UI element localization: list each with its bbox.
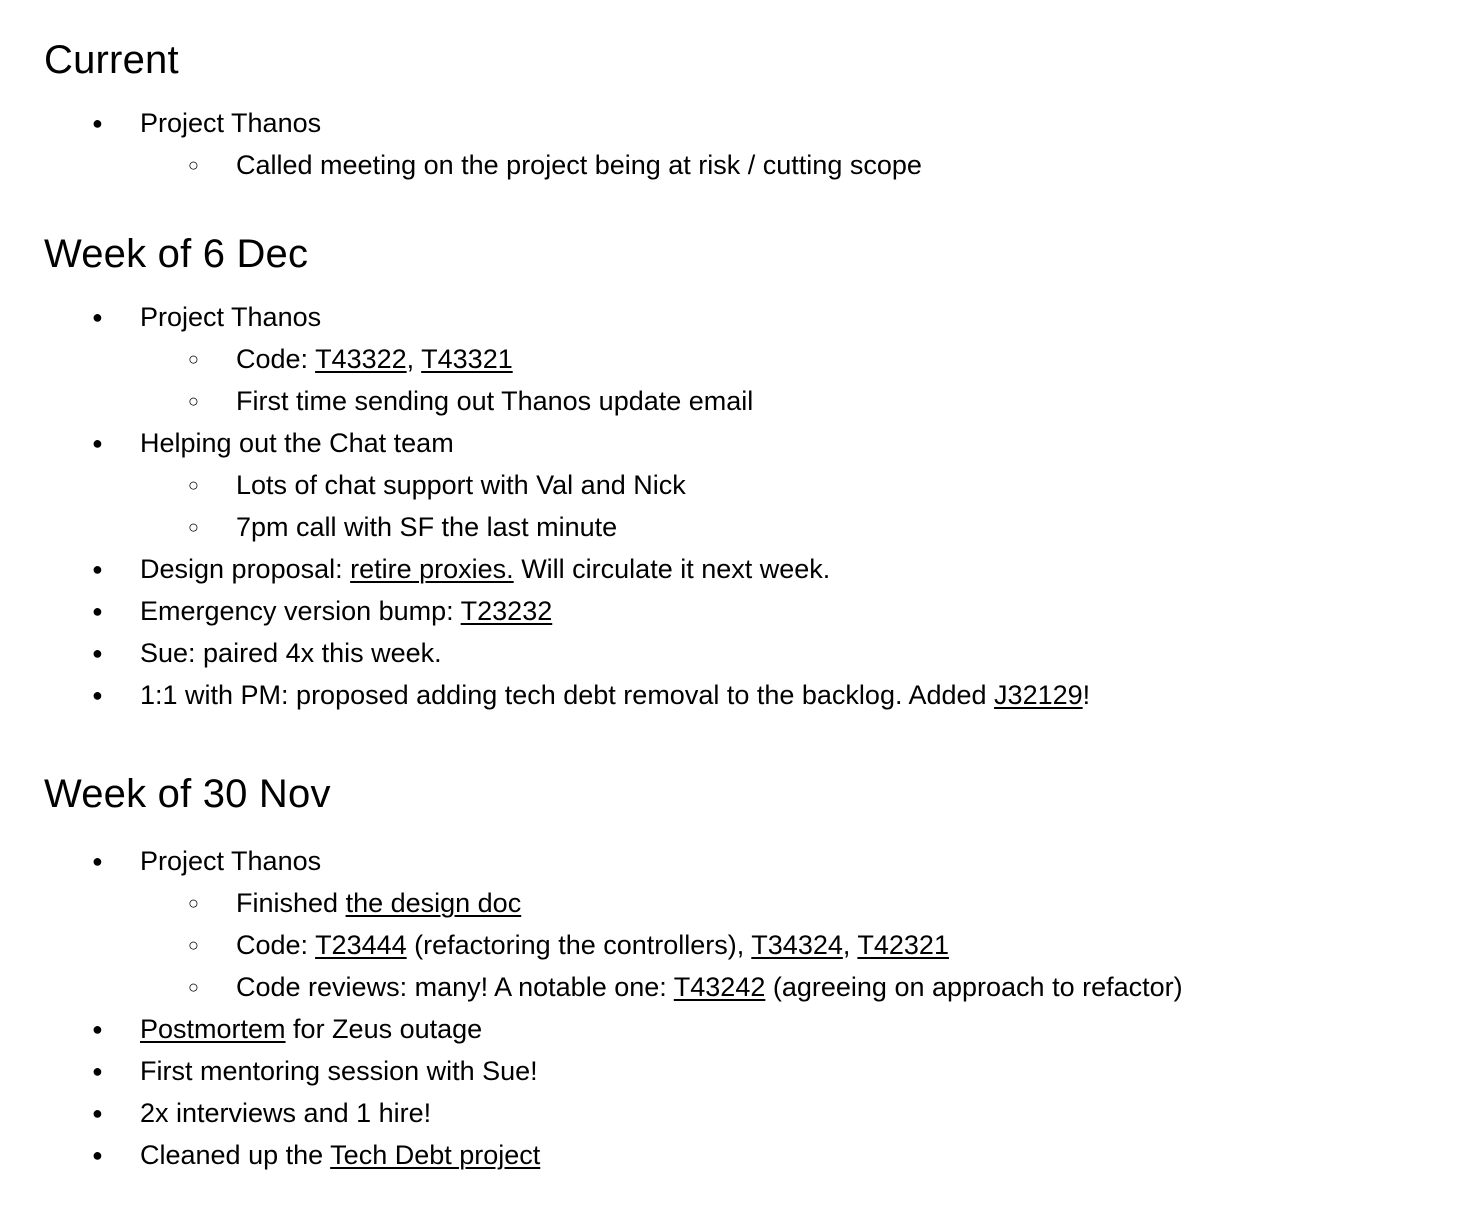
list-item-text: ● Project Thanos [140,296,1444,338]
list-item [44,296,1444,422]
text-fragment: , [842,930,858,960]
list-item-text: ● Sue: paired 4x this week. [140,632,1444,674]
text-fragment: Cleaned up the [140,1140,331,1170]
list-item-text [140,590,1444,632]
sub-list-item-text [236,882,1444,924]
list-item [44,1008,1444,1050]
sub-list-item-text: ○ Lots of chat support with Val and Nick [236,464,1444,506]
list-item [44,674,1444,716]
task-link-t43321[interactable]: T43321 [421,344,513,374]
sub-bullet-list [140,338,1444,422]
document-body [44,0,1444,1176]
sub-list-item-text: ○ First time sending out Thanos update email [236,380,1444,422]
list-item-text: ● Helping out the Chat team [140,422,1444,464]
section-week-30-nov [44,770,1444,1176]
list-item [44,840,1444,1008]
list-item [44,590,1444,632]
sub-list-item [140,144,1444,186]
bullet-list [44,296,1444,716]
task-link-t23232[interactable]: T23232 [460,596,553,626]
text-fragment: (agreeing on approach to refactor) [765,972,1183,1002]
design-doc-link[interactable]: the design doc [345,888,522,918]
text-fragment: ! [1082,680,1091,710]
bullet-list [44,102,1444,186]
section-week-6-dec [44,230,1444,770]
task-link-t42321[interactable]: T42321 [857,930,949,960]
sub-list-item [140,380,1444,422]
task-link-t43322[interactable]: T43322 [315,344,407,374]
list-item [44,632,1444,674]
section-heading-week-6-dec: Week of 6 Dec [44,232,309,276]
ticket-link-j32129[interactable]: J32129 [994,680,1083,710]
sub-list-item [140,882,1444,924]
list-item-text: ● 2x interviews and 1 hire! [140,1092,1444,1134]
sub-list-item-text: ○ Called meeting on the project being at risk / cutting scope [236,144,1444,186]
sub-list-item [140,506,1444,548]
sub-list-item-text [236,924,1444,966]
text-fragment: 1:1 with PM: proposed adding tech debt removal to the backlog. Added [140,680,995,710]
sub-bullet-list [140,882,1444,1008]
list-item [44,102,1444,186]
text-fragment: for Zeus outage [285,1014,483,1044]
text-fragment: , [406,344,422,374]
list-item [44,1134,1444,1176]
section-current [44,0,1444,230]
postmortem-link[interactable]: Postmortem [140,1014,286,1044]
sub-bullet-list [140,464,1444,548]
list-item-text [140,548,1444,590]
list-item [44,422,1444,548]
design-proposal-link[interactable]: retire proxies. [350,554,514,584]
task-link-t23444[interactable]: T23444 [315,930,407,960]
text-fragment: (refactoring the controllers), [406,930,752,960]
sub-list-item [140,924,1444,966]
sub-list-item [140,338,1444,380]
sub-list-item-text [236,966,1444,1008]
text-fragment: Code: [236,344,316,374]
sub-bullet-list [140,144,1444,186]
task-link-t43242[interactable]: T43242 [673,972,766,1002]
list-item [44,1092,1444,1134]
text-fragment: Design proposal: [140,554,351,584]
list-item-text [140,674,1444,716]
text-fragment: Code: [236,930,316,960]
text-fragment: Finished [236,888,346,918]
list-item [44,548,1444,590]
sub-list-item [140,966,1444,1008]
list-item-text [140,1008,1444,1050]
task-link-t34324[interactable]: T34324 [751,930,843,960]
list-item-text: ● Project Thanos [140,840,1444,882]
text-fragment: Code reviews: many! A notable one: [236,972,674,1002]
sub-list-item [140,464,1444,506]
text-fragment: Emergency version bump: [140,596,461,626]
section-heading-current: Current [44,38,179,82]
tech-debt-project-link[interactable]: Tech Debt project [330,1140,541,1170]
text-fragment: Will circulate it next week. [513,554,831,584]
sub-list-item-text [236,338,1444,380]
list-item-text: ● First mentoring session with Sue! [140,1050,1444,1092]
list-item [44,1050,1444,1092]
bullet-list [44,840,1444,1176]
section-heading-week-30-nov: Week of 30 Nov [44,772,331,816]
list-item-text [140,1134,1444,1176]
sub-list-item-text: ○ 7pm call with SF the last minute [236,506,1444,548]
list-item-text: ● Project Thanos [140,102,1444,144]
